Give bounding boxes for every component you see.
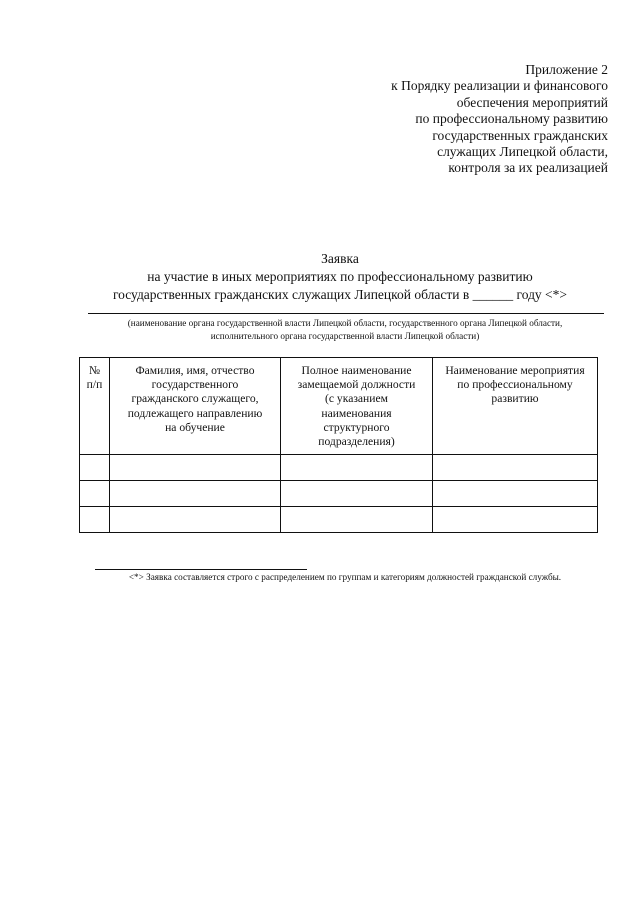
document-title [60,250,620,304]
title-line-1: на участие в иных мероприятиях по профессиональному развитию [147,269,533,284]
org-caption-line-1: (наименование органа государственной власти Липецкой области, государственного органа Липецкой области, [127,318,563,328]
header-line: наименования [321,406,392,420]
footnote: <*> Заявка составляется строго с распределением по группам и категориям должностей гражданской службы. [128,572,562,582]
table-row [80,507,598,533]
org-caption-line-2: исполнительного органа государственной власти Липецкой области) [210,330,480,341]
table-cell[interactable] [281,455,433,481]
table-cell[interactable] [281,481,433,507]
header-line: подразделения) [318,435,395,449]
header-line: Наименование мероприятия [445,364,585,377]
header-line: гражданского служащего, [131,392,259,406]
title-heading: Заявка [321,251,359,266]
header-line: замещаемой должности [297,378,416,392]
table-cell[interactable] [80,455,110,481]
footnote-separator [95,569,307,570]
header-line: подлежащего направлению [127,406,263,420]
appendix-line: по профессиональному развитию [415,111,608,127]
table-cell[interactable] [80,507,110,533]
header-full-name [110,358,281,455]
appendix-line: к Порядку реализации и финансового [391,78,608,94]
appendix-line: Приложение 2 [525,62,608,77]
appendix-note [288,62,608,177]
header-line: № [88,364,101,377]
header-event [433,358,598,455]
header-line: п/п [86,378,103,392]
appendix-line: обеспечения мероприятий [456,94,608,110]
table-row [80,455,598,481]
appendix-line: контроля за их реализацией [448,160,608,176]
table-cell[interactable] [110,507,281,533]
header-line: развитию [491,392,539,406]
table-cell[interactable] [281,507,433,533]
header-position [281,358,433,455]
appendix-line: служащих Липецкой области, [437,144,608,160]
table-cell[interactable] [433,507,598,533]
org-name-caption [80,317,610,342]
table-cell[interactable] [80,481,110,507]
table-row [80,481,598,507]
request-table [79,357,598,533]
table-cell[interactable] [110,481,281,507]
table-header-row [80,358,598,455]
appendix-line: государственных гражданских [432,127,608,143]
header-number [80,358,110,455]
header-line: по профессиональному [457,378,573,392]
org-name-underline [88,313,604,314]
table-cell[interactable] [433,481,598,507]
header-line: государственного [151,378,239,392]
header-line: Полное наименование [301,364,412,377]
header-line: Фамилия, имя, отчество [135,364,255,377]
title-line-2: государственных гражданских служащих Липецкой области в ______ году <*> [112,287,568,302]
header-line: структурного [323,420,390,434]
table-cell[interactable] [433,455,598,481]
table-cell[interactable] [110,455,281,481]
header-line: (с указанием [325,392,388,406]
header-line: на обучение [165,420,225,434]
